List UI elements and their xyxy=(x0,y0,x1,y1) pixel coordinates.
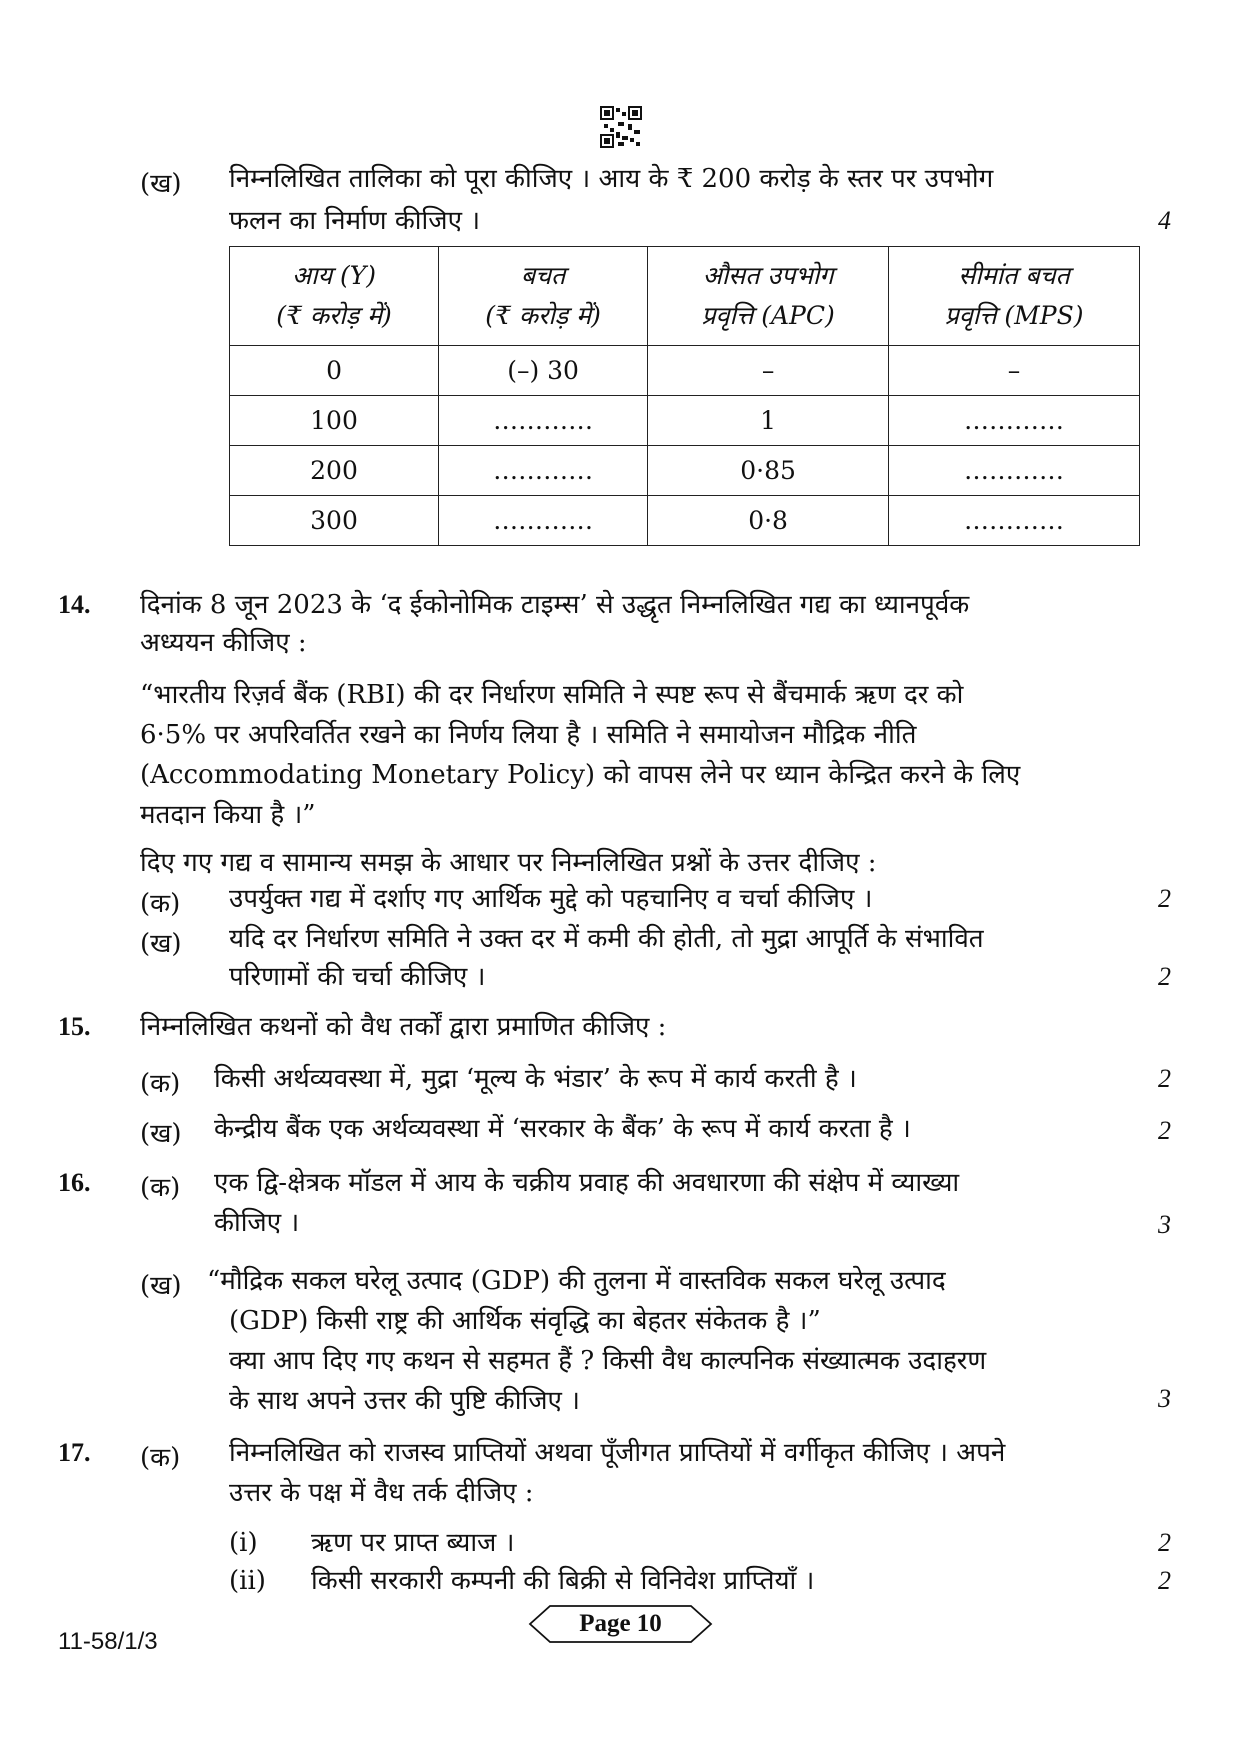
table-cell: ………… xyxy=(439,396,648,446)
table-cell: ………… xyxy=(439,446,648,496)
q16b-text-line2: (GDP) किसी राष्ट्र की आर्थिक संवृद्धि का बेहतर संकेतक है ।” xyxy=(229,1306,821,1336)
q14-quote-line4: मतदान किया है ।” xyxy=(140,800,316,830)
q17a-text-line1: निम्नलिखित को राजस्व प्राप्तियों अथवा पूँजीगत प्राप्तियों में वर्गीकृत कीजिए । अपने xyxy=(229,1438,1006,1468)
q15a-marks: 2 xyxy=(1158,1064,1171,1093)
apc-mps-table xyxy=(229,246,1140,546)
header-cell: आय (Y) (₹ करोड़ में) xyxy=(230,247,439,346)
q15-intro: निम्नलिखित कथनों को वैध तर्कों द्वारा प्रमाणित कीजिए : xyxy=(140,1012,667,1042)
q17a-label: (क) xyxy=(140,1443,181,1473)
q15b-marks: 2 xyxy=(1158,1116,1171,1145)
page-number-badge xyxy=(528,1604,713,1644)
qr-code-icon xyxy=(600,106,642,148)
q16b-label: (ख) xyxy=(140,1271,182,1301)
q16a-label: (क) xyxy=(140,1173,181,1203)
q15-number: 15. xyxy=(58,1012,91,1041)
q14b-text-line1: यदि दर निर्धारण समिति ने उक्त दर में कमी की होती, तो मुद्रा आपूर्ति के संभावित xyxy=(229,924,984,954)
q14-intro-line2: अध्ययन कीजिए : xyxy=(140,628,307,658)
table-row xyxy=(230,496,1140,546)
header-cell: सीमांत बचत प्रवृत्ति (MPS) xyxy=(889,247,1140,346)
q17-ii-text: किसी सरकारी कम्पनी की बिक्री से विनिवेश प्राप्तियाँ । xyxy=(311,1566,815,1596)
q16a-text-line1: एक द्वि-क्षेत्रक मॉडल में आय के चक्रीय प्रवाह की अवधारणा की संक्षेप में व्याख्या xyxy=(214,1168,960,1198)
q14-instruction: दिए गए गद्य व सामान्य समझ के आधार पर निम्नलिखित प्रश्नों के उत्तर दीजिए : xyxy=(140,848,877,878)
table-cell: ………… xyxy=(889,446,1140,496)
page-number: Page 10 xyxy=(579,1610,662,1637)
q14b-text-line2: परिणामों की चर्चा कीजिए । xyxy=(229,962,486,992)
header-cell: औसत उपभोग प्रवृत्ति (APC) xyxy=(648,247,889,346)
q14a-label: (क) xyxy=(140,889,181,919)
q16a-marks: 3 xyxy=(1158,1210,1171,1239)
q14-quote-line1: “भारतीय रिज़र्व बैंक (RBI) की दर निर्धारण समिति ने स्पष्ट रूप से बैंचमार्क ऋण दर को xyxy=(140,680,964,710)
q15a-label: (क) xyxy=(140,1069,181,1099)
q17-i-text: ऋण पर प्राप्त ब्याज । xyxy=(311,1528,515,1558)
table-cell: 0·85 xyxy=(648,446,889,496)
q14a-text: उपर्युक्त गद्य में दर्शाए गए आर्थिक मुद्दे को पहचानिए व चर्चा कीजिए । xyxy=(229,884,873,914)
table-cell: – xyxy=(889,346,1140,396)
q17-ii-label: (ii) xyxy=(229,1566,266,1596)
table-cell: 300 xyxy=(230,496,439,546)
table-cell: 0·8 xyxy=(648,496,889,546)
table-cell: ………… xyxy=(889,396,1140,446)
table-cell: 1 xyxy=(648,396,889,446)
q17a-text-line2: उत्तर के पक्ष में वैध तर्क दीजिए : xyxy=(229,1478,534,1508)
q14b-label: (ख) xyxy=(140,929,182,959)
q17-number: 17. xyxy=(58,1438,91,1467)
q16a-text-line2: कीजिए । xyxy=(214,1208,300,1238)
q14-quote-line3: (Accommodating Monetary Policy) को वापस लेने पर ध्यान केन्द्रित करने के लिए xyxy=(140,760,1021,790)
header-cell: बचत (₹ करोड़ में) xyxy=(439,247,648,346)
q14-number: 14. xyxy=(58,590,91,619)
q13b-label: (ख) xyxy=(140,169,182,199)
q13b-line1: निम्नलिखित तालिका को पूरा कीजिए । आय के ₹ 200 करोड़ के स्तर पर उपभोग xyxy=(229,164,994,194)
table-row xyxy=(230,446,1140,496)
table-cell: 100 xyxy=(230,396,439,446)
q15b-text: केन्द्रीय बैंक एक अर्थव्यवस्था में ‘सरकार के बैंक’ के रूप में कार्य करता है । xyxy=(214,1114,911,1144)
q13b-marks: 4 xyxy=(1158,206,1171,235)
table-header-row xyxy=(230,247,1140,346)
q14b-marks: 2 xyxy=(1158,962,1171,991)
q16b-text-line1: “मौद्रिक सकल घरेलू उत्पाद (GDP) की तुलना में वास्तविक सकल घरेलू उत्पाद xyxy=(207,1266,946,1296)
table-cell: ………… xyxy=(889,496,1140,546)
table-cell: 0 xyxy=(230,346,439,396)
q17-i-label: (i) xyxy=(229,1528,258,1558)
table-row xyxy=(230,396,1140,446)
q16b-text-line4: के साथ अपने उत्तर की पुष्टि कीजिए । xyxy=(229,1386,581,1416)
q16b-marks: 3 xyxy=(1158,1384,1171,1413)
q17-i-marks: 2 xyxy=(1158,1528,1171,1557)
table-cell: ………… xyxy=(439,496,648,546)
q14-intro-line1: दिनांक 8 जून 2023 के ‘द ईकोनोमिक टाइम्स’ से उद्धृत निम्नलिखित गद्य का ध्यानपूर्वक xyxy=(140,590,970,620)
q16b-text-line3: क्या आप दिए गए कथन से सहमत हैं ? किसी वैध काल्पनिक संख्यात्मक उदाहरण xyxy=(229,1346,987,1376)
table-cell: 200 xyxy=(230,446,439,496)
q16-number: 16. xyxy=(58,1168,91,1197)
table-cell: – xyxy=(648,346,889,396)
paper-code: 11-58/1/3 xyxy=(58,1628,158,1655)
table-row xyxy=(230,346,1140,396)
q14a-marks: 2 xyxy=(1158,884,1171,913)
q13b-line2: फलन का निर्माण कीजिए । xyxy=(229,206,481,236)
q14-quote-line2: 6·5% पर अपरिवर्तित रखने का निर्णय लिया है । समिति ने समायोजन मौद्रिक नीति xyxy=(140,720,917,750)
q17-ii-marks: 2 xyxy=(1158,1566,1171,1595)
q15b-label: (ख) xyxy=(140,1119,182,1149)
table-cell: (–) 30 xyxy=(439,346,648,396)
q15a-text: किसी अर्थव्यवस्था में, मुद्रा ‘मूल्य के भंडार’ के रूप में कार्य करती है । xyxy=(214,1064,857,1094)
